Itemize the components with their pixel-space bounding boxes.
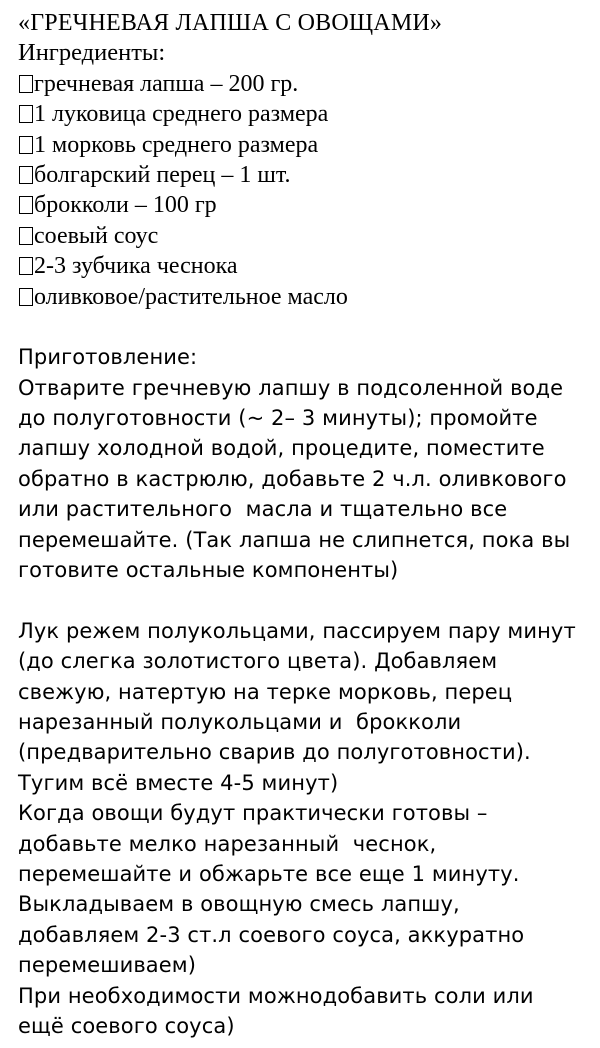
ingredients-list xyxy=(18,69,593,312)
preparation-paragraph-1 xyxy=(18,373,593,586)
recipe-document xyxy=(18,8,593,1041)
ingredient-item xyxy=(18,99,593,129)
paragraph-line: свежую, натертую на терке морковь, перец xyxy=(18,679,513,704)
ingredient-label: оливковое/растительное масло xyxy=(34,283,348,310)
paragraph-line: Тугим всё вместе 4-5 минут) xyxy=(18,770,339,795)
checkbox-icon[interactable] xyxy=(19,75,33,93)
checkbox-icon[interactable] xyxy=(19,196,33,214)
ingredient-label: 2-3 зубчика чеснока xyxy=(34,253,238,280)
spacer xyxy=(18,585,593,615)
preparation-paragraph-2 xyxy=(18,616,593,1041)
ingredient-label: болгарский перец – 1 шт. xyxy=(34,161,291,188)
paragraph-line: Выкладываем в овощную смесь лапшу, xyxy=(18,892,460,917)
ingredient-item xyxy=(18,160,593,190)
ingredients-heading: Ингредиенты: xyxy=(18,39,166,67)
paragraph-line: добавьте мелко нарезанный чеснок, xyxy=(18,831,437,856)
ingredient-label: гречневая лапша – 200 гр. xyxy=(34,70,299,97)
recipe-title: «ГРЕЧНЕВАЯ ЛАПША С ОВОЩАМИ» xyxy=(18,10,443,36)
paragraph-line: ещё соевого соуса) xyxy=(18,1013,235,1038)
ingredient-item xyxy=(18,69,593,99)
paragraph-line: готовите остальные компоненты) xyxy=(18,558,399,583)
paragraph-line: или растительного масла и тщательно все xyxy=(18,497,508,522)
ingredient-label: соевый соус xyxy=(34,222,159,249)
checkbox-icon[interactable] xyxy=(19,288,33,306)
paragraph-line: до полуготовности (~ 2– 3 минуты); промойте xyxy=(18,406,538,431)
paragraph-line: перемешайте. (Так лапша не слипнется, пока вы xyxy=(18,527,571,552)
paragraph-line: При необходимости можнодобавить соли или xyxy=(18,983,534,1008)
paragraph-line: перемешиваем) xyxy=(18,953,197,978)
spacer xyxy=(18,312,593,342)
paragraph-line: (до слегка золотистого цвета). Добавляем xyxy=(18,649,498,674)
checkbox-icon[interactable] xyxy=(19,257,33,275)
ingredient-item xyxy=(18,130,593,160)
paragraph-line: Лук режем полукольцами, пассируем пару минут xyxy=(18,618,576,643)
ingredient-item xyxy=(18,251,593,281)
ingredient-item xyxy=(18,282,593,312)
ingredient-label: 1 морковь среднего размера xyxy=(34,131,319,158)
paragraph-line: нарезанный полукольцами и брокколи xyxy=(18,709,462,734)
paragraph-line: Отварите гречневую лапшу в подсоленной воде xyxy=(18,375,564,400)
checkbox-icon[interactable] xyxy=(19,136,33,154)
preparation-heading: Приготовление: xyxy=(18,345,198,370)
paragraph-line: перемешайте и обжарьте все еще 1 минуту. xyxy=(18,861,520,886)
paragraph-line: Когда овощи будут практически готовы – xyxy=(18,801,488,826)
paragraph-line: добавляем 2-3 ст.л соевого соуса, аккуратно xyxy=(18,922,525,947)
checkbox-icon[interactable] xyxy=(19,166,33,184)
checkbox-icon[interactable] xyxy=(19,105,33,123)
ingredient-label: брокколи – 100 гр xyxy=(34,192,217,219)
ingredient-item xyxy=(18,221,593,251)
ingredient-item xyxy=(18,190,593,220)
ingredient-label: 1 луковица среднего размера xyxy=(34,101,329,128)
checkbox-icon[interactable] xyxy=(19,227,33,245)
paragraph-line: лапшу холодной водой, процедите, поместите xyxy=(18,436,545,461)
paragraph-line: обратно в кастрюлю, добавьте 2 ч.л. оливкового xyxy=(18,466,567,491)
paragraph-line: (предварительно сварив до полуготовности). xyxy=(18,740,531,765)
